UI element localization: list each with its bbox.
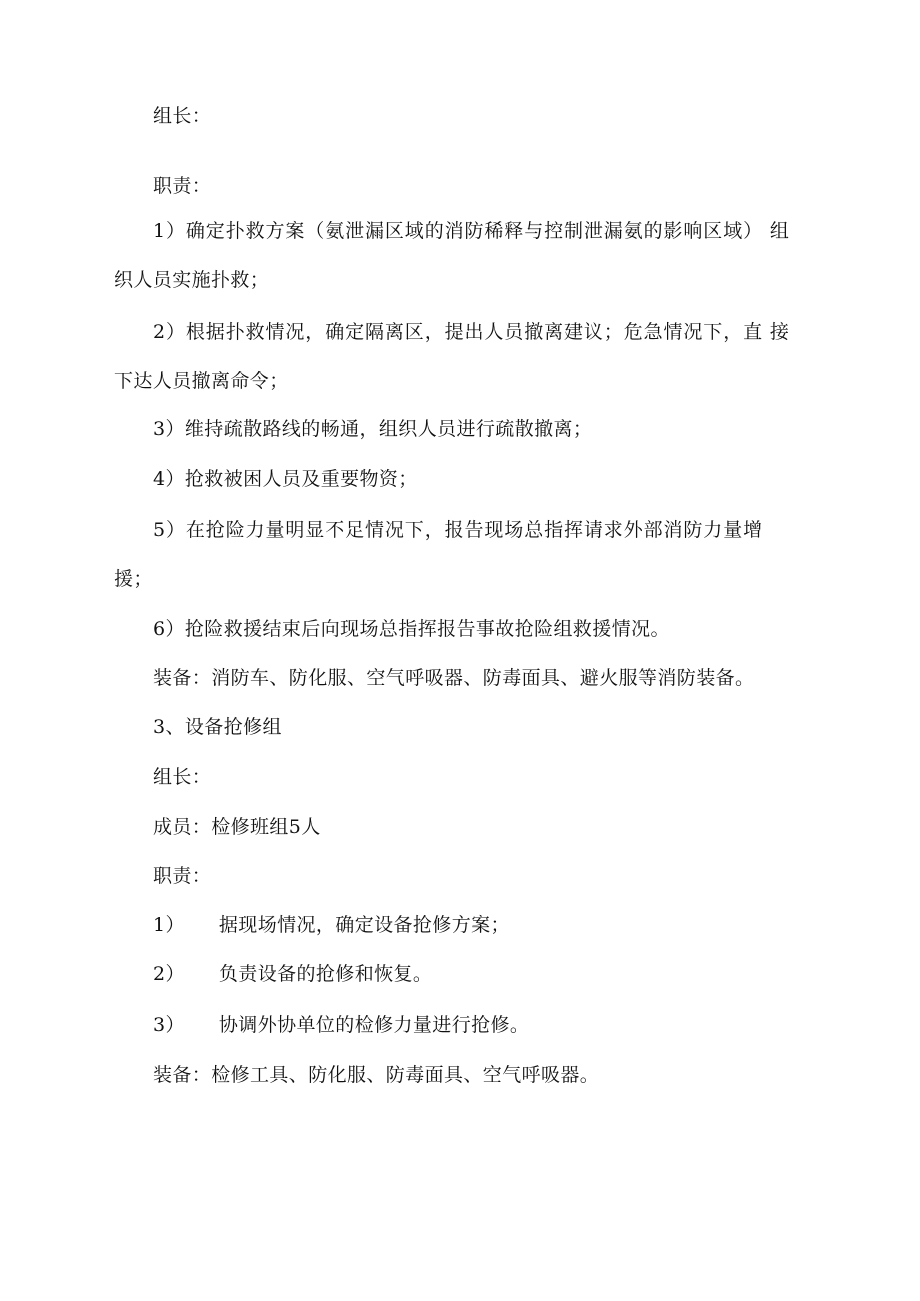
rescue-leader-line: 组长：: [153, 105, 212, 127]
rescue-duty-2-line-1: 2）根据扑救情况，确定隔离区，提出人员撤离建议；危急情况下，直 接: [153, 321, 790, 343]
repair-members-line: 成员：检修班组5人: [153, 816, 321, 838]
repair-equipment: 装备：检修工具、防化服、防毒面具、空气呼吸器。: [153, 1064, 600, 1086]
rescue-duty-3: 3）维持疏散路线的畅通，组织人员进行疏散撤离；: [153, 418, 593, 440]
repair-duty-2: [153, 962, 432, 986]
repair-duty-3-text: 协调外协单位的检修力量进行抢修。: [218, 1014, 530, 1036]
repair-leader-line: 组长：: [153, 766, 212, 788]
repair-duty-3-number: 3）: [153, 1014, 185, 1036]
rescue-duty-5-line-2: 援；: [114, 568, 153, 590]
rescue-duties-label: 职责：: [153, 175, 212, 197]
rescue-duty-4: 4）抢救被困人员及重要物资；: [153, 468, 418, 490]
repair-duty-2-text: 负责设备的抢修和恢复。: [218, 963, 433, 985]
repair-duty-2-number: 2）: [153, 963, 185, 985]
repair-duty-3: [153, 1013, 529, 1037]
rescue-duty-1-line-2: 织人员实施扑救；: [114, 269, 270, 291]
repair-section-heading: 3、设备抢修组: [153, 716, 282, 738]
rescue-duty-2-line-2: 下达人员撤离命令；: [114, 370, 289, 392]
repair-duties-label: 职责：: [153, 865, 212, 887]
rescue-duty-5-line-1: 5）在抢险力量明显不足情况下，报告现场总指挥请求外部消防力量增: [153, 519, 763, 541]
repair-duty-1: [153, 913, 510, 937]
rescue-duty-1-line-1: 1）确定扑救方案（氨泄漏区域的消防稀释与控制泄漏氨的影响区域） 组: [153, 220, 790, 242]
rescue-duty-6: 6）抢险救援结束后向现场总指挥报告事故抢险组救援情况。: [153, 618, 670, 640]
rescue-equipment: 装备：消防车、防化服、空气呼吸器、防毒面具、避火服等消防装备。: [153, 667, 755, 689]
repair-duty-1-text: 据现场情况，确定设备抢修方案；: [218, 914, 510, 936]
repair-duty-1-number: 1）: [153, 914, 185, 936]
